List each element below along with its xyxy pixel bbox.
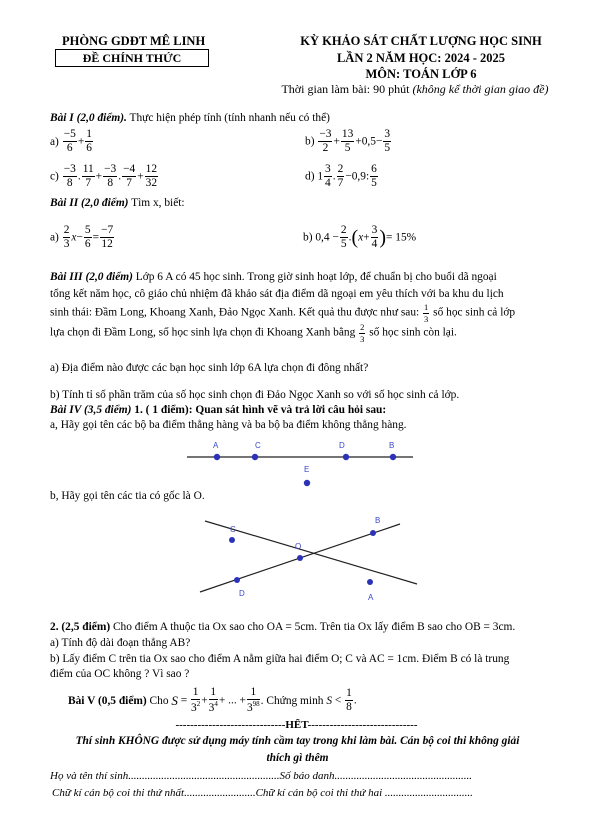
bai4-q2b-line1: b) Lấy điểm C trên tia Ox sao cho điểm A nằm giữa hai điểm O; C và AC = 1cm. Điểm B có là trung — [50, 653, 510, 665]
bai3-paragraph — [50, 269, 570, 343]
label-b: B — [375, 516, 381, 525]
footer-note-line1: Thí sinh KHÔNG được sử dụng máy tính cầm tay trong khi làm bài. Cán bộ coi thi không giải — [75, 735, 520, 747]
fraction: $\frac{13}{5}$ — [341, 128, 354, 155]
label-d: D — [339, 441, 345, 450]
fraction: $\frac{-3}{8}$ — [104, 163, 117, 190]
bai4-q2-text: Cho điểm A thuộc tia Ox sao cho OA = 5cm. Trên tia Ox lấy điểm B sao cho OB = 3cm. — [110, 621, 516, 633]
official-exam-label: ĐỀ CHÍNH THỨC — [55, 49, 209, 67]
bai4-sub1: 1. ( 1 điểm): Quan sát hình vẽ và trả lời câu hỏi sau: — [131, 404, 387, 416]
bai5-ellipsis: + ... + — [218, 694, 246, 707]
bai2-b-percent: = 15% — [385, 231, 417, 244]
label-e: E — [304, 465, 310, 474]
bai4-title: Bài IV (3,5 điểm) — [50, 404, 132, 416]
bai5-title: Bài V (0,5 điểm) — [68, 694, 147, 707]
exam-time — [250, 82, 580, 97]
label-o: O — [295, 542, 302, 551]
exam-title: KỲ KHẢO SÁT CHẤT LƯỢNG HỌC SINH — [300, 34, 542, 48]
department-name: PHÒNG GDĐT MÊ LINH — [62, 34, 206, 48]
bai1-instruction: Thực hiện phép tính (tính nhanh nếu có thể) — [126, 112, 330, 124]
bai4-question-a: a, Hãy gọi tên các bộ ba điểm thẳng hàng và ba bộ ba điểm không thẳng hàng. — [50, 419, 407, 431]
bai4-question-b: b, Hãy gọi tên các tia có gốc là O. — [50, 490, 205, 502]
point-d — [234, 577, 240, 583]
bai3-text4: lựa chọn đi Đầm Long, số học sinh lựa chọn đi Khoang Xanh bằng — [50, 326, 359, 339]
figure-rays-from-o — [195, 512, 425, 604]
bai2-instruction: Tìm x, biết: — [128, 197, 185, 209]
bai3-text3b: số học sinh cả lớp — [430, 306, 516, 319]
point-b — [390, 454, 396, 460]
bai2-a-label: a) — [50, 231, 59, 244]
point-a — [214, 454, 220, 460]
label-a: A — [213, 441, 219, 450]
bai2-title: Bài II (2,0 điểm) — [50, 197, 129, 209]
footer-note-line2: thích gì thêm — [266, 752, 329, 764]
bai3-line2: tổng kết năm học, cô giáo chủ nhiệm đã khảo sát địa điểm dã ngoại em yêu thích với ba khu du lịch — [50, 288, 504, 300]
fraction: $\frac{3}{4}$ — [325, 163, 331, 190]
bai3-question-a: a) Địa điểm nào được các bạn học sinh lớp 6A lựa chọn đi đông nhất? — [50, 362, 369, 374]
bai3-line4 — [50, 323, 570, 343]
point-o — [297, 555, 303, 561]
exam-round-year: LẦN 2 NĂM HỌC: 2024 - 2025 — [336, 51, 506, 65]
label-c: C — [230, 525, 236, 534]
fraction: $\frac{2}{7}$ — [337, 163, 344, 190]
bai2-b-expr: 0,4 − — [315, 231, 339, 244]
bai1-b-label: b) — [305, 135, 315, 148]
bai5: Bài V (0,5 điểm) Cho S = $\frac{1}{3^2}$ + $\frac{1}{3^4}$ + ... + $\frac{1}{3^{98}}$ . Chứng minh S < $\frac{1}{8}$ . — [68, 686, 357, 715]
bai1-part-d: d) 1 $\frac{3}{4}$ . $\frac{2}{7}$ −0,9: $\frac{6}{5}$ — [305, 163, 377, 190]
fraction: $\frac{11}{7}$ — [82, 163, 94, 190]
bai1-d-label: d) — [305, 170, 315, 183]
fraction: $\frac{3}{4}$ — [371, 224, 378, 251]
point-c — [229, 537, 235, 543]
bai1-part-c: c) $\frac{-3}{8}$ . $\frac{11}{7}$ + $\frac{-3}{8}$ . $\frac{-4}{7}$ + $\frac{12}{32}$ — [50, 163, 158, 190]
exam-subject: MÔN: TOÁN LỚP 6 — [365, 67, 477, 81]
fraction: $\frac{-5}{6}$ — [63, 128, 76, 155]
line-cb-through-o — [205, 521, 417, 584]
fraction: $\frac{1}{3^4}$ — [208, 686, 218, 715]
fraction: $\frac{-7}{12}$ — [101, 224, 114, 251]
label-c: C — [255, 441, 261, 450]
bai5-prove: . Chứng minh — [260, 694, 324, 707]
fraction: $\frac{1}{8}$ — [346, 686, 352, 714]
fraction: $\frac{3}{5}$ — [384, 128, 391, 155]
bai1-heading — [50, 112, 330, 124]
end-marker: ------------------------------HẾT------------------------------ — [175, 719, 418, 731]
fraction: $\frac{-3}{8}$ — [63, 163, 76, 190]
bai4-heading — [50, 404, 386, 416]
bai1-title: Bài I (2,0 điểm). — [50, 112, 127, 124]
point-e — [304, 480, 310, 486]
invigilator-signature-line: Chữ kí cán bộ coi thi thứ nhất..........................Chữ kí cán bộ coi thi thứ hai ................................ — [52, 787, 473, 799]
figure-collinear-points — [180, 436, 420, 492]
fraction: $\frac{1}{3^{98}}$ — [246, 686, 260, 715]
fraction: $\frac{-3}{2}$ — [319, 128, 332, 155]
fraction: $\frac{2}{3}$ — [360, 322, 365, 344]
bai2-part-a: a) $\frac{2}{3}$ x− $\frac{5}{6}$ = $\frac{-7}{12}$ — [50, 224, 114, 251]
fraction: $\frac{12}{32}$ — [145, 163, 158, 190]
bai1-part-b: b) $\frac{-3}{2}$ + $\frac{13}{5}$ +0,5− $\frac{3}{5}$ — [305, 128, 391, 155]
bai1-a-label: a) — [50, 135, 59, 148]
bai2-heading — [50, 197, 185, 209]
fraction: $\frac{-4}{7}$ — [123, 163, 136, 190]
bai3-text1: Lớp 6 A có 45 học sinh. Trong giờ sinh hoạt lớp, để chuẩn bị cho buổi dã ngoại — [132, 271, 497, 283]
bai4-q2-title: 2. (2,5 điểm) — [50, 621, 111, 633]
point-d — [343, 454, 349, 460]
exam-time-note: (không kể thời gian giao đề) — [412, 82, 549, 96]
bai3-text3: sinh thái: Đầm Long, Khoang Xanh, Đảo Ngọc Xanh. Kết quả thu được như sau: — [50, 306, 423, 319]
point-b — [370, 530, 376, 536]
bai4-q2a: a) Tính độ dài đoạn thẳng AB? — [50, 637, 191, 649]
bai4-q2b-line2: điểm của OC không ? Vì sao ? — [50, 668, 190, 680]
fraction: $\frac{5}{6}$ — [84, 224, 91, 251]
label-a: A — [368, 593, 374, 602]
candidate-name-line: Họ và tên thí sinh.......................................................Số báo danh.................................................. — [50, 770, 472, 782]
bai3-line1 — [50, 269, 570, 286]
bai5-text: Cho — [146, 694, 169, 707]
fraction: $\frac{2}{5}$ — [340, 224, 347, 251]
fraction: $\frac{1}{6}$ — [86, 128, 92, 155]
bai1-c-label: c) — [50, 170, 59, 183]
point-c — [252, 454, 258, 460]
label-d: D — [239, 589, 245, 598]
fraction: $\frac{1}{3}$ — [424, 302, 429, 324]
bai3-text4b: số học sinh còn lại. — [366, 326, 457, 339]
bai1-part-a: a) $\frac{-5}{6}$ + $\frac{1}{6}$ — [50, 128, 92, 155]
bai3-question-b: b) Tính tỉ số phần trăm của số học sinh chọn đi Đảo Ngọc Xanh so với số học sinh cả lớp. — [50, 389, 460, 401]
bai4-q2 — [50, 621, 515, 633]
label-b: B — [389, 441, 395, 450]
exam-time-prefix: Thời gian làm bài: 90 phút — [281, 82, 413, 96]
bai3-title: Bài III (2,0 điểm) — [50, 271, 133, 283]
fraction: $\frac{2}{3}$ — [63, 224, 70, 251]
bai2-part-b: b) 0,4 − $\frac{2}{5}$ .(x+ $\frac{3}{4}$ )= 15% — [303, 224, 417, 251]
bai3-line3 — [50, 303, 570, 323]
point-a — [367, 579, 373, 585]
fraction: $\frac{6}{5}$ — [371, 163, 377, 190]
bai2-b-label: b) — [303, 231, 313, 244]
fraction: $\frac{1}{3^2}$ — [191, 686, 201, 715]
